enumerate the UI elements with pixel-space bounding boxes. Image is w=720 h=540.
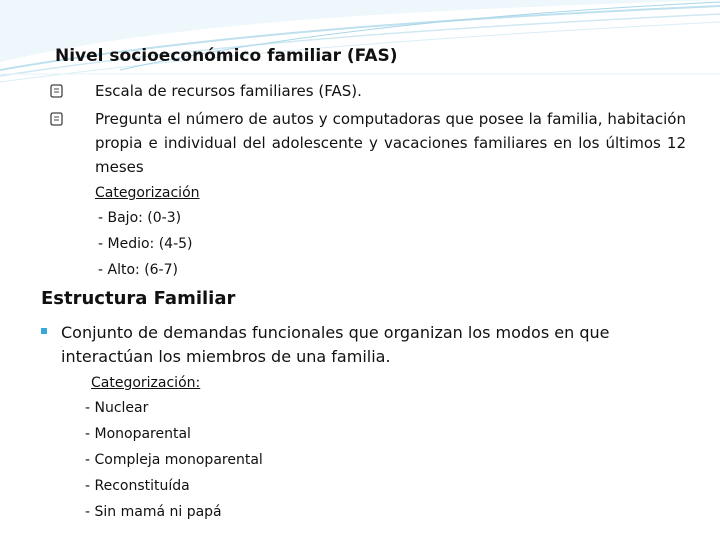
list-item — [48, 107, 686, 179]
list-item — [41, 321, 686, 369]
list-item-text: Pregunta el número de autos y computadoras que posee la familia, habitación propia e individual del adolescente y vacaciones familiares en los últimos 12 meses — [95, 110, 686, 176]
list-item — [48, 79, 686, 103]
category-heading-structure: Categorización: — [91, 375, 201, 391]
category-item: - Alto: (6-7) — [98, 262, 178, 278]
category-item: - Nuclear — [85, 400, 149, 416]
category-item: - Compleja monoparental — [85, 452, 263, 468]
category-item: - Reconstituída — [85, 478, 190, 494]
scroll-bullet-icon — [48, 111, 64, 127]
scroll-bullet-icon — [48, 83, 64, 99]
header-wave-decoration — [0, 0, 720, 90]
section-title-fas: Nivel socioeconómico familiar (FAS) — [55, 46, 398, 66]
list-item-text: Escala de recursos familiares (FAS). — [95, 82, 362, 100]
list-item-text: Conjunto de demandas funcionales que organizan los modos en que interactúan los miembros de una familia. — [61, 323, 610, 366]
category-item: - Medio: (4-5) — [98, 236, 193, 252]
category-item: - Sin mamá ni papá — [85, 504, 222, 520]
category-item: - Monoparental — [85, 426, 191, 442]
category-heading-fas: Categorización — [95, 185, 200, 201]
bullet-square-icon — [41, 328, 47, 334]
category-item: - Bajo: (0-3) — [98, 210, 182, 226]
section-title-family-structure: Estructura Familiar — [41, 288, 236, 309]
